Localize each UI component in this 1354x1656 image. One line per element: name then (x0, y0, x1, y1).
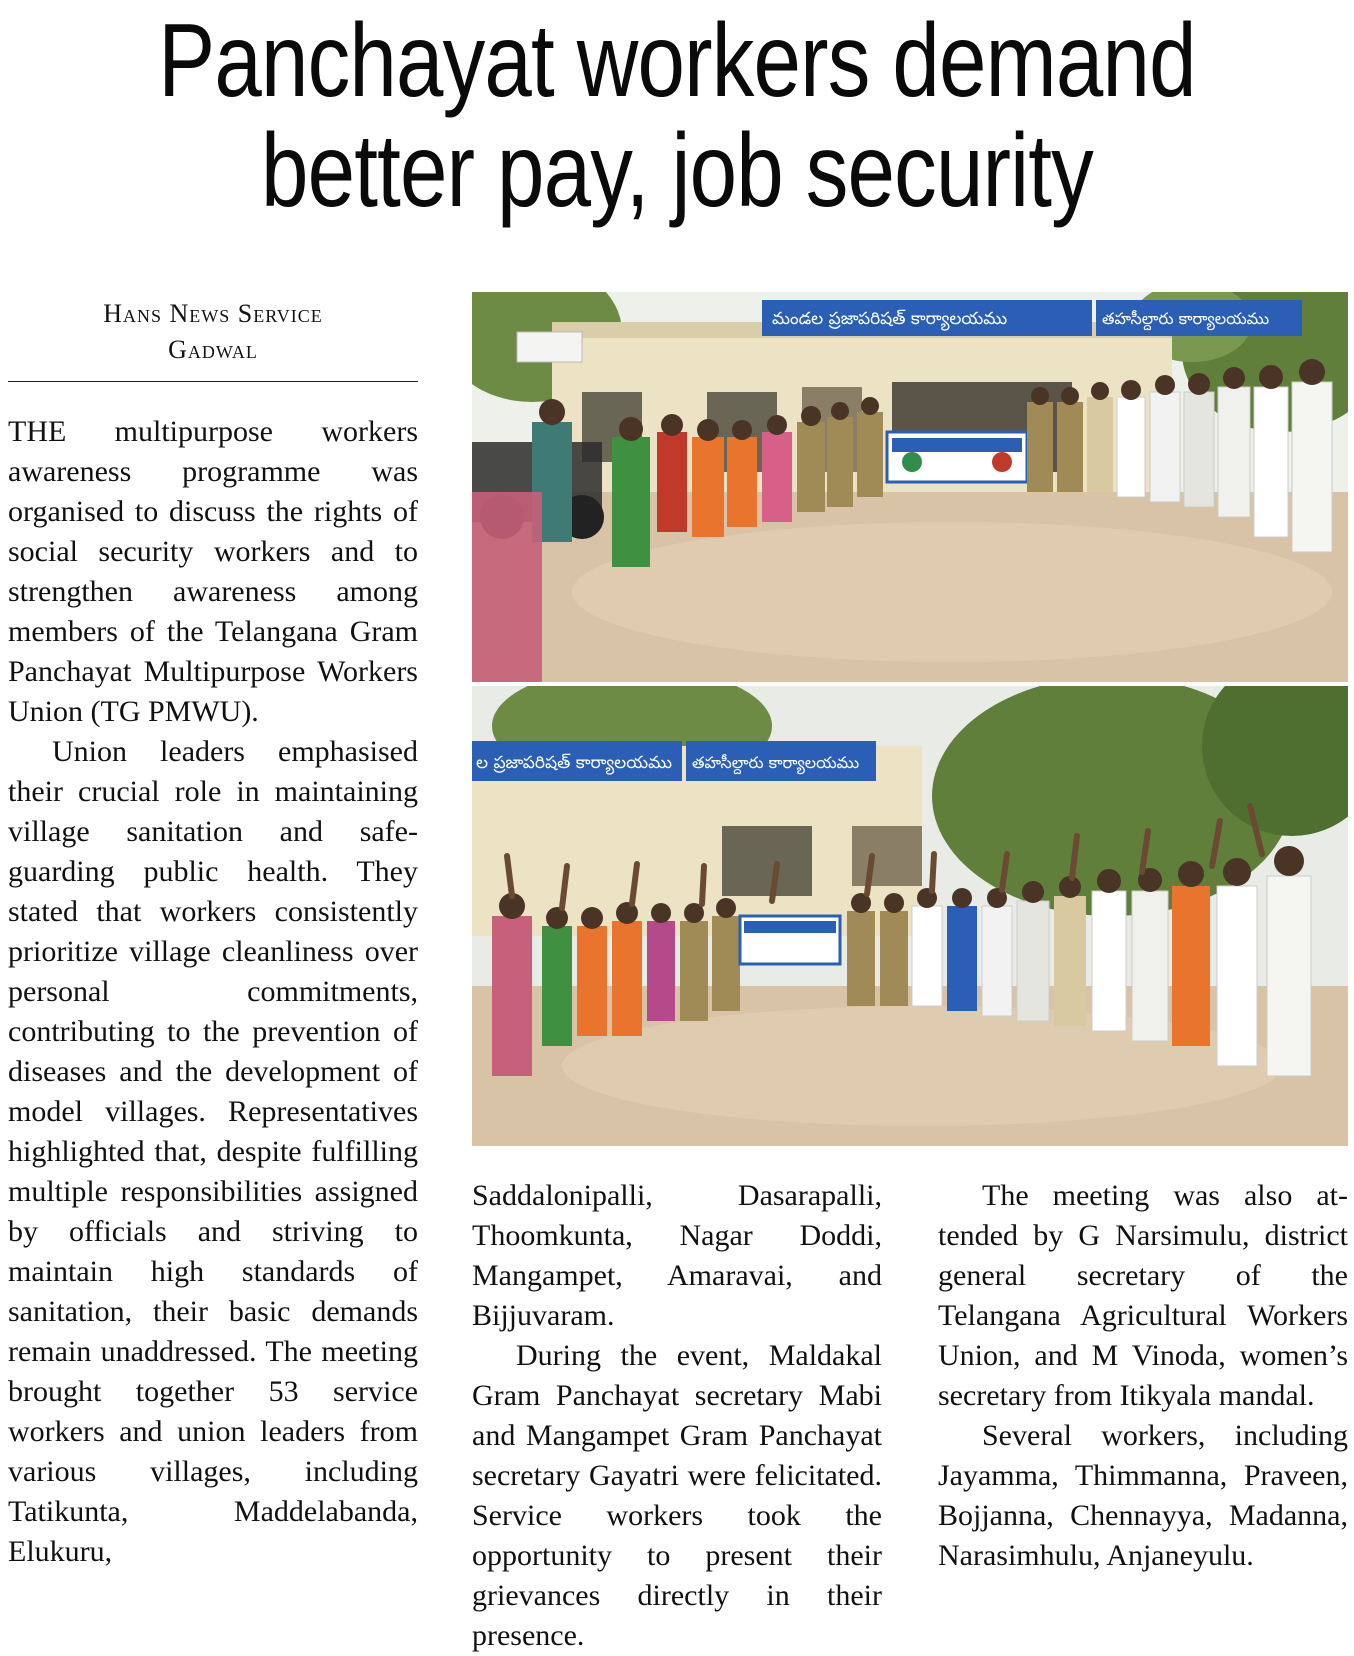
headline-line-2: better pay, job security (261, 113, 1093, 229)
sign-office-text: ల ప్రజాపరిషత్ కార్యాలయము (476, 753, 672, 773)
article-column-2 (472, 1176, 882, 1656)
article-paragraph: Saddalonipalli, Dasarapalli, Thoomkunta, Nagar Doddi, Mangampet, Amaravai, and Bijjuvaram. (472, 1179, 882, 1332)
sign-tahsildar-text: తహసీల్దారు కార్యాలయము (692, 753, 860, 772)
photo-workers-gathering (472, 292, 1348, 682)
article-paragraph: During the event, Maldakal Gram Panchayat secretary Mabi and Mangampet Gram Panchayat secretary Gayatri were felicitated. Service workers took the opportunity to present their grievances directly in their presence. (472, 1339, 882, 1652)
photo-workers-protest (472, 686, 1348, 1146)
headline (122, 3, 1232, 229)
headline-line-1: Panchayat workers demand (158, 3, 1196, 119)
article-paragraph: THE multipurpose workers awareness programme was organised to discuss the rights of social security workers and to strengthen awareness among members of the Telangana Gram Panchayat Multipurpose Workers Union (TG PMWU). (8, 415, 418, 728)
sign-tahsildar-text: తహసీల్దారు కార్యాలయము (1102, 309, 1270, 328)
byline-divider (8, 381, 418, 382)
article-paragraph: The meeting was also attended by G Narsimulu, district general secretary of the Telangana Agricultural Workers Union, and M Vinoda, women’s secretary from Itikyala mandal. (938, 1179, 1348, 1412)
article-paragraph: Several workers, including Jayamma, Thimmanna, Praveen, Bojjanna, Chennayya, Madanna, Narasimhulu, Anjaneyulu. (938, 1419, 1348, 1572)
sign-office-text: మండల ప్రజాపరిషత్ కార్యాలయము (772, 309, 1008, 329)
byline (8, 296, 418, 368)
byline-agency: Hans News Service (103, 299, 323, 328)
byline-location: Gadwal (168, 335, 258, 364)
article-paragraph: Union leaders emphasised their crucial role in maintaining village sanitation and safeguarding public health. They stated that workers consistently prioritize village cleanliness over personal commitments, contributing to the prevention of diseases and the development of model villages. Representatives highlighted that, despite fulfilling multiple responsibilities assigned by officials and striving to maintain high standards of sanitation, their basic demands remain unaddressed. The meeting brought together 53 service workers and union leaders from various villages, including Tatikunta, Maddelabanda, Elukuru, (8, 735, 418, 1568)
article-column-1 (8, 412, 418, 1572)
article-column-3 (938, 1176, 1348, 1576)
